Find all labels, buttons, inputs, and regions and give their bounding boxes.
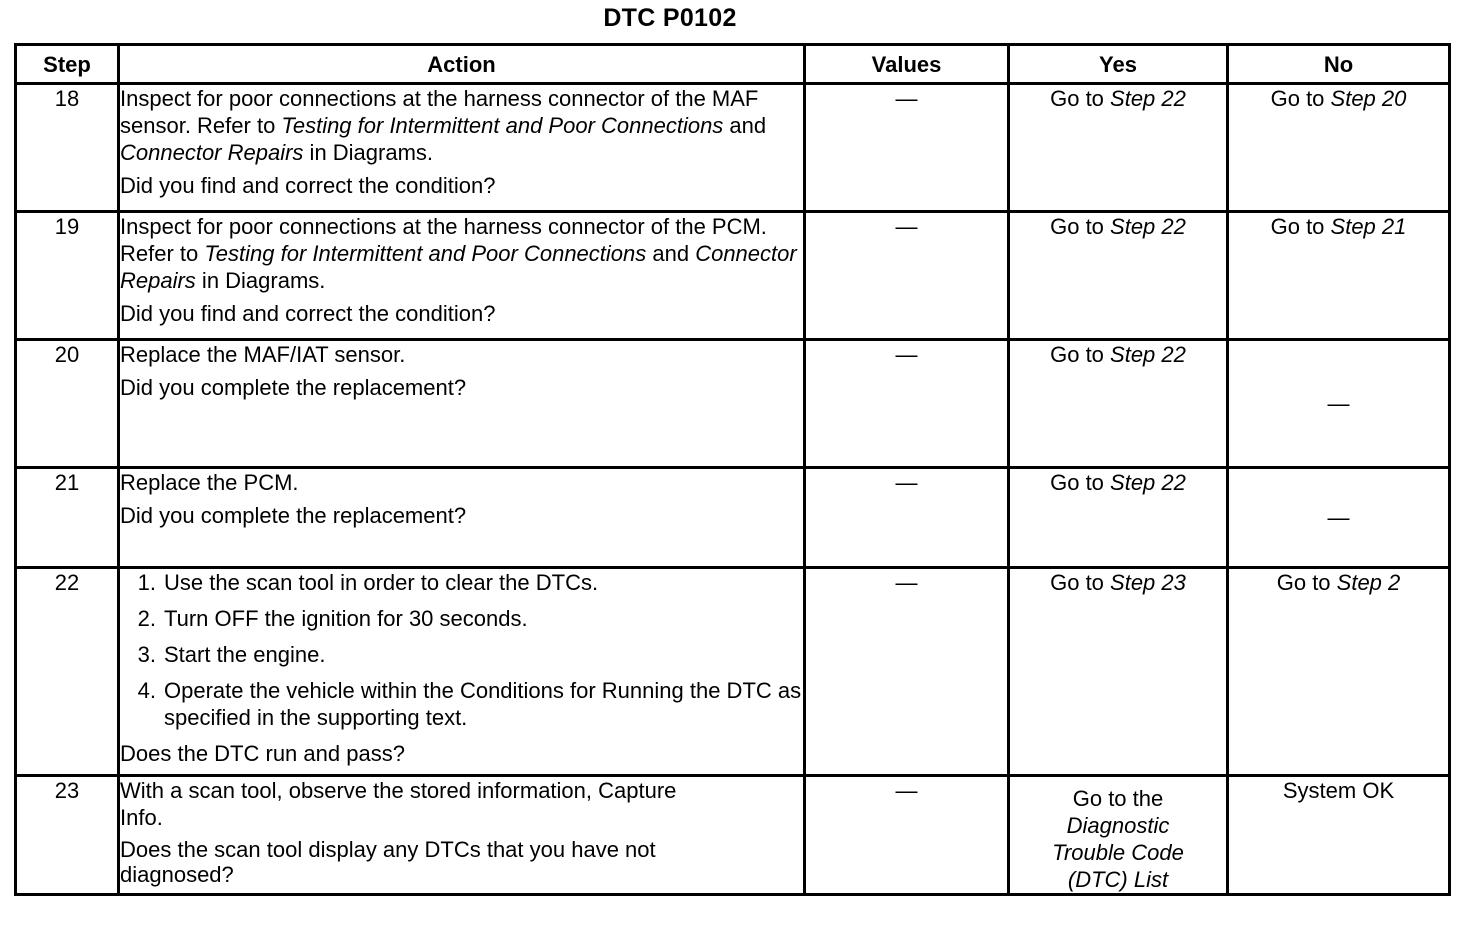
yes-step-link[interactable]: Step 22 bbox=[1110, 470, 1186, 495]
action-text: Inspect for poor connections at the harness connector of the PCM. Refer to Testing for Intermittent and Poor Connections and Connector Repairs in Diagrams. bbox=[120, 214, 797, 293]
action-cell bbox=[119, 340, 805, 468]
values-dash: — bbox=[895, 570, 918, 595]
yes-cell: Go to Step 22 bbox=[1009, 84, 1228, 212]
action-cell bbox=[119, 776, 805, 895]
action-cell bbox=[119, 468, 805, 568]
action-cell bbox=[119, 568, 805, 776]
table-row bbox=[16, 776, 1450, 895]
list-item: 2. Turn OFF the ignition for 30 seconds. bbox=[137, 606, 528, 631]
step-number: 20 bbox=[16, 340, 119, 468]
values-cell bbox=[805, 468, 1009, 568]
values-cell bbox=[805, 568, 1009, 776]
values-dash: — bbox=[895, 470, 918, 495]
step-number: 23 bbox=[16, 776, 119, 895]
system-ok-text: System OK bbox=[1282, 778, 1395, 803]
yes-cell: Go to Step 22 bbox=[1009, 340, 1228, 468]
step-number: 19 bbox=[16, 212, 119, 340]
action-cell bbox=[119, 84, 805, 212]
action-question: Did you find and correct the condition? bbox=[120, 301, 496, 326]
values-dash: — bbox=[895, 778, 918, 803]
no-dash: — bbox=[1327, 505, 1350, 530]
values-dash: — bbox=[895, 342, 918, 367]
action-text: Replace the MAF/IAT sensor. bbox=[120, 342, 406, 367]
header-action: Action bbox=[119, 45, 805, 84]
header-no: No bbox=[1228, 45, 1450, 84]
action-text: Replace the PCM. bbox=[120, 470, 299, 495]
no-cell bbox=[1228, 468, 1450, 568]
table-row bbox=[16, 212, 1450, 340]
step-number: 18 bbox=[16, 84, 119, 212]
header-values: Values bbox=[805, 45, 1009, 84]
list-item: 3. Start the engine. bbox=[137, 642, 326, 667]
values-cell bbox=[805, 212, 1009, 340]
no-dash: — bbox=[1327, 391, 1350, 416]
action-text: With a scan tool, observe the stored information, Capture Info. bbox=[120, 778, 677, 830]
action-question: Did you complete the replacement? bbox=[120, 503, 467, 528]
no-cell: Go to Step 20 bbox=[1228, 84, 1450, 212]
action-question: Does the DTC run and pass? bbox=[120, 741, 405, 766]
document-title: DTC P0102 bbox=[603, 4, 737, 32]
action-question: Does the scan tool display any DTCs that you have not diagnosed? bbox=[120, 837, 656, 887]
no-cell: Go to Step 21 bbox=[1228, 212, 1450, 340]
values-dash: — bbox=[895, 214, 918, 239]
dtc-list-link[interactable]: Diagnostic Trouble Code (DTC) List bbox=[1052, 813, 1184, 892]
step-number: 21 bbox=[16, 468, 119, 568]
procedure-list bbox=[120, 569, 803, 740]
table-row bbox=[16, 568, 1450, 776]
values-cell bbox=[805, 776, 1009, 895]
no-step-link[interactable]: Step 2 bbox=[1336, 570, 1401, 595]
no-cell: Go to Step 2 bbox=[1228, 568, 1450, 776]
step-number: 22 bbox=[16, 568, 119, 776]
no-cell bbox=[1228, 776, 1450, 895]
header-yes: Yes bbox=[1009, 45, 1228, 84]
table-row bbox=[16, 340, 1450, 468]
diagnostic-table bbox=[14, 43, 1451, 896]
values-dash: — bbox=[895, 86, 918, 111]
table-row bbox=[16, 84, 1450, 212]
yes-cell: Go to Step 22 bbox=[1009, 468, 1228, 568]
yes-cell: Go to the Diagnostic Trouble Code (DTC) List bbox=[1009, 776, 1228, 895]
action-question: Did you complete the replacement? bbox=[120, 375, 467, 400]
list-item: 1. Use the scan tool in order to clear the DTCs. bbox=[137, 570, 599, 595]
yes-step-link[interactable]: Step 22 bbox=[1110, 214, 1186, 239]
action-question: Did you find and correct the condition? bbox=[120, 173, 496, 198]
yes-cell: Go to Step 22 bbox=[1009, 212, 1228, 340]
no-cell bbox=[1228, 340, 1450, 468]
header-step: Step bbox=[16, 45, 119, 84]
values-cell bbox=[805, 340, 1009, 468]
values-cell bbox=[805, 84, 1009, 212]
table-row bbox=[16, 468, 1450, 568]
table-header-row bbox=[16, 45, 1450, 84]
yes-step-link[interactable]: Step 22 bbox=[1110, 342, 1186, 367]
list-item: 4. Operate the vehicle within the Conditions for Running the DTC as specified in the supporting text. bbox=[137, 678, 802, 730]
no-step-link[interactable]: Step 20 bbox=[1330, 86, 1407, 111]
no-step-link[interactable]: Step 21 bbox=[1330, 214, 1407, 239]
yes-cell: Go to Step 23 bbox=[1009, 568, 1228, 776]
yes-step-link[interactable]: Step 23 bbox=[1110, 570, 1186, 595]
action-text: Inspect for poor connections at the harness connector of the MAF sensor. Refer to Testing for Intermittent and Poor Connections and Connector Repairs in Diagrams. bbox=[120, 86, 767, 165]
action-cell bbox=[119, 212, 805, 340]
yes-step-link[interactable]: Step 22 bbox=[1110, 86, 1186, 111]
